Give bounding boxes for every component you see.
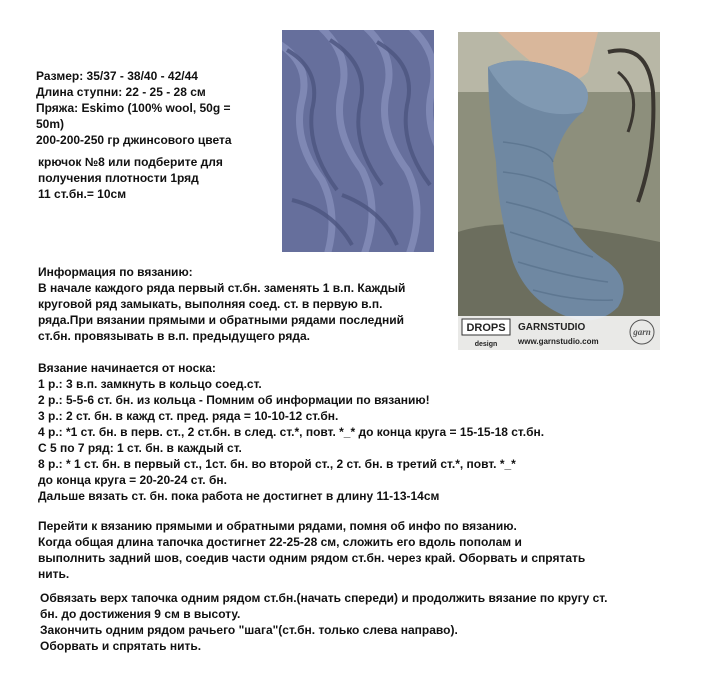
garnstudio-logo-text: GARNSTUDIO [518, 322, 586, 333]
top-line: Обвязать верх тапочка одним рядом ст.бн.(начать спереди) и продолжить вязание по кругу ст. [40, 591, 608, 605]
flat-line: нить. [38, 567, 70, 581]
hook-line: крючок №8 или подберите для [38, 155, 223, 169]
flat-line: выполнить задний шов, соедив части одним рядом ст.бн. через край. Оборвать и спрятать [38, 551, 586, 565]
top-finishing-block [40, 590, 690, 654]
drops-logo-text: DROPS [466, 322, 506, 334]
info-line: круговой ряд замыкать, выполняя соед. ст. в первую в.п. [38, 297, 383, 311]
info-line: ряда.При вязании прямыми и обратными рядами последний [38, 313, 404, 327]
hook-line: 11 ст.бн.= 10см [38, 187, 127, 201]
row-line: до конца круга = 20-20-24 ст. бн. [38, 473, 227, 487]
row-line: Дальше вязать ст. бн. пока работа не достигнет в длину 11-13-14см [38, 489, 440, 503]
row-line: 4 р.: *1 ст. бн. в перв. ст., 2 ст.бн. в след. ст.*, повт. *_* до конца круга = 15-15-18 ст.бн. [38, 425, 545, 439]
spec-line: Размер: 35/37 - 38/40 - 42/44 [36, 69, 198, 83]
top-line: Закончить одним рядом рачьего "шага"(ст.бн. только слева направо). [40, 623, 458, 637]
hook-block [38, 154, 278, 202]
row-line: 2 р.: 5-5-6 ст. бн. из кольца - Помним об информации по вязанию! [38, 393, 430, 407]
row-line: 3 р.: 2 ст. бн. в кажд ст. пред. ряда = 10-10-12 ст.бн. [38, 409, 339, 423]
spec-line: 50m) [36, 117, 65, 131]
knitting-info-block [38, 264, 458, 344]
top-line: бн. до достижения 9 см в высоту. [40, 607, 241, 621]
info-line: В начале каждого ряда первый ст.бн. заменять 1 в.п. Каждый [38, 281, 406, 295]
spec-line: Длина ступни: 22 - 25 - 28 см [36, 85, 206, 99]
hook-line: получения плотности 1ряд [38, 171, 199, 185]
info-line: ст.бн. провязывать в в.п. предыдущего ряда. [38, 329, 310, 343]
drops-design-text: design [474, 341, 498, 348]
specs-block [36, 68, 276, 148]
rows-block [38, 360, 678, 504]
row-line: 8 р.: * 1 ст. бн. в первый ст., 1ст. бн. во второй ст., 2 ст. бн. в третий ст.*, повт. *_* [38, 457, 516, 471]
flat-line: Когда общая длина тапочка достигнет 22-25-28 см, сложить его вдоль пополам и [38, 535, 522, 549]
row-line: 1 р.: 3 в.п. замкнуть в кольцо соед.ст. [38, 377, 262, 391]
rows-heading: Вязание начинается от носка: [38, 361, 216, 375]
spec-line: Пряжа: Eskimo (100% wool, 50g = [36, 101, 231, 115]
spec-line: 200-200-250 гр джинсового цвета [36, 133, 232, 147]
flat-rows-block [38, 518, 678, 582]
top-line: Оборвать и спрятать нить. [40, 639, 202, 653]
yarn-swatch-image [282, 30, 434, 252]
garnstudio-website-text: www.garnstudio.com [518, 337, 599, 346]
slipper-photo [458, 32, 660, 350]
flat-line: Перейти к вязанию прямыми и обратными рядами, помня об инфо по вязанию. [38, 519, 517, 533]
info-heading: Информация по вязанию: [38, 265, 193, 279]
garn-seal: garn [633, 327, 651, 337]
row-line: С 5 по 7 ряд: 1 ст. бн. в каждый ст. [38, 441, 242, 455]
